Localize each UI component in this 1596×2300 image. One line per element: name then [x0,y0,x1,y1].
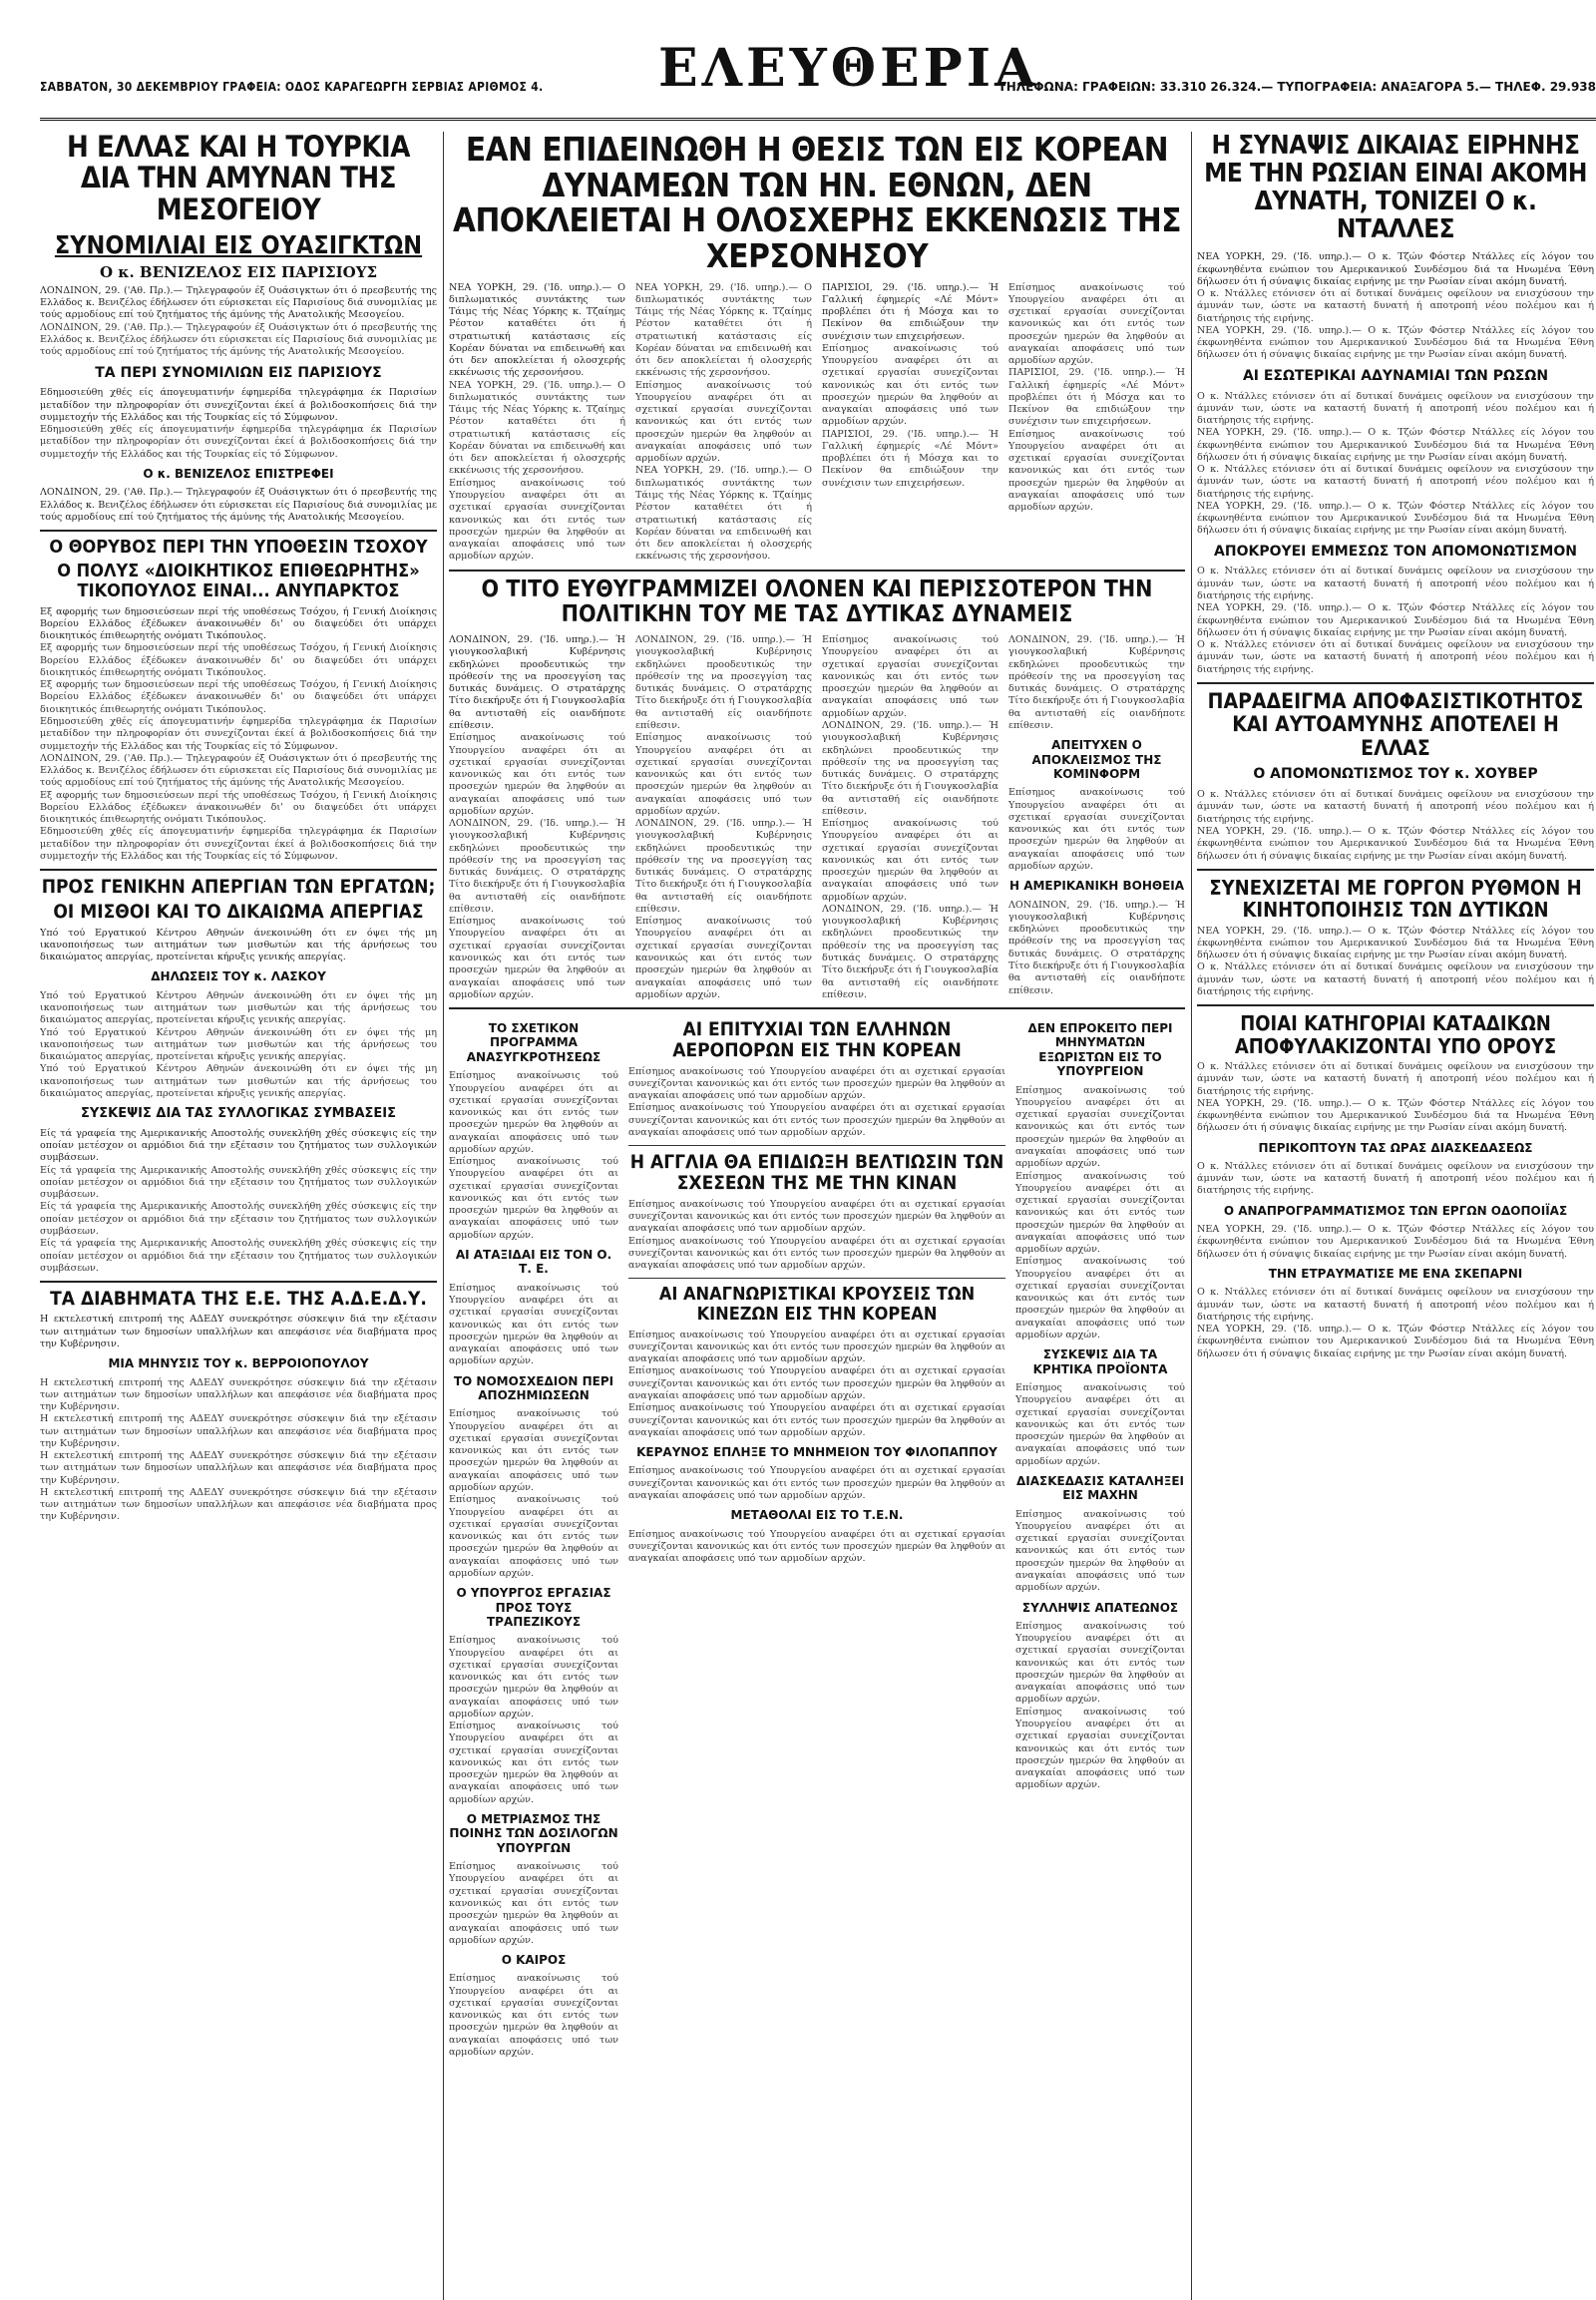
section-reconstruction: ΤΟ ΣΧΕΤΙΚΟΝ ΠΡΟΓΡΑΜΜΑ ΑΝΑΣΥΓΚΡΟΤΗΣΕΩΣ [466,1021,601,1064]
article-column [1008,634,1185,1001]
article-body: ΝΕΑ ΥΟΡΚΗ, 29. ('Ιδ. υπηρ.).— Ο διπλωματικός συντάκτης των Τάιμς τής Νέας Υόρκης κ. Τζαίημς Ρέστον καταθέτει ότι ή στρατιωτική κατάστασις είς Κορέαν δύναται να επιδεινωθή και ότι δεν αποκλείεται ή ολοσχερής εκκένωσις τής χερσονήσου. [449,281,625,379]
column-rule [1191,132,1192,2300]
article-column [449,1015,618,2059]
article-body-filler: ΝΕΑ ΥΟΡΚΗ, 29. ('Ιδ. υπηρ.).— Ο κ. Τζών Φόστερ Ντάλλες είς λόγον του έκφωνηθέντα ενώπιον του Αμερικανικού Συνδέσμου διά τα Ηνωμένα Έθνη δήλωσεν ότι ή σύναψις δικαίας ειρήνης με την Ρωσίαν είναι ακόμη δυνατή. [1197,500,1594,537]
headline-britain-china: Η ΑΓΓΛΙΑ ΘΑ ΕΠΙΔΙΩΞΗ ΒΕΛΤΙΩΣΙΝ ΤΩΝ ΣΧΕΣΕΩΝ ΤΗΣ ΜΕ ΤΗΝ ΚΙΝΑΝ [629,1151,1004,1195]
section-road-works: Ο ΑΝΑΠΡΟΓΡΑΜΜΑΤΙΣΜΟΣ ΤΩΝ ΕΡΓΩΝ ΟΔΟΠΟΙΪΑΣ [1223,1203,1568,1218]
article-body-filler: ΠΑΡΙΣΙΟΙ, 29. ('Ιδ. υπηρ.).— Ή Γαλλική έφημερίς «Λέ Μόντ» προβλέπει ότι ή Μόσχα και το Πεκίνον θα επιδιώξουν την συνέχισιν των επιχειρήσεων. [822,428,998,489]
section-isolationism: ΑΠΟΚΡΟΥΕΙ ΕΜΜΕΣΩΣ ΤΟΝ ΑΠΟΜΟΝΩΤΙΣΜΟΝ [1214,543,1577,560]
article-body-filler: Υπό τού Εργατικού Κέντρου Αθηνών άνεκοινώθη ότι εν όψει τής μη ικανοποιήσεως των αιτημάτων των μισθωτών και τής άρνήσεως του δικαιώματος απεργίας, προτείνεται κήρυξις γενικής απεργίας. [40,989,437,1026]
headline-western-mobilization: ΣΥΝΕΧΙΖΕΤΑΙ ΜΕ ΓΟΡΓΟΝ ΡΥΘΜΟΝ Η ΚΙΝΗΤΟΠΟΙΗΣΙΣ ΤΩΝ ΔΥΤΙΚΩΝ [1209,875,1582,923]
article-body-filler: ΝΕΑ ΥΟΡΚΗ, 29. ('Ιδ. υπηρ.).— Ο διπλωματικός συντάκτης των Τάιμς τής Νέας Υόρκης κ. Τζαίημς Ρέστον καταθέτει ότι ή στρατιωτική κατάστασις είς Κορέαν δύναται να επιδεινωθή και ότι δεν αποκλείεται ή ολοσχερής εκκένωσις τής χερσονήσου. [635,281,812,379]
headline-korea-evacuation: ΕΑΝ ΕΠΙΔΕΙΝΩΘΗ Η ΘΕΣΙΣ ΤΩΝ ΕΙΣ ΚΟΡΕΑΝ ΔΥΝΑΜΕΩΝ ΤΩΝ ΗΝ. ΕΘΝΩΝ, ΔΕΝ ΑΠΟΚΛΕΙΕΤΑΙ Η ΟΛΟΣΧΕΡΗΣ ΕΚΚΕΝΩΣΙΣ ΤΗΣ ΧΕΡΣΟΝΗΣΟΥ [452,132,1182,275]
section-ten-transfers: ΜΕΤΑΘΟΛΑΙ ΕΙΣ ΤΟ Τ.Ε.Ν. [730,1508,904,1523]
headline-greece-turkey: Η ΕΛΛΑΣ ΚΑΙ Η ΤΟΥΡΚΙΑ ΔΙΑ ΤΗΝ ΑΜΥΝΑΝ ΤΗΣ ΜΕΣΟΓΕΙΟΥ [67,132,410,226]
headline-prisoner-release: ΠΟΙΑΙ ΚΑΤΗΓΟΡΙΑΙ ΚΑΤΑΔΙΚΩΝ ΑΠΟΦΥΛΑΚΙΖΟΝΤΑΙ ΥΠΟ ΟΡΟΥΣ [1234,1011,1557,1058]
section-cominform: ΑΠΕΙΤΥΧΕΝ Ο ΑΠΟΚΛΕΙΣΜΟΣ ΤΗΣ ΚΟΜΙΝΦΟΡΜ [1031,738,1162,782]
article-body-filler: Επίσημος ανακοίνωσις τού Υπουργείου αναφέρει ότι αι σχετικαί εργασίαι συνεχίζονται κανονικώς και ότι εντός των προσεχών ημερών θα ληφθούν αι αναγκαίαι αποφάσεις υπό των αρμοδίων αρχών. [449,1282,618,1367]
divider [40,1281,437,1283]
article-body-filler: ΝΕΑ ΥΟΡΚΗ, 29. ('Ιδ. υπηρ.).— Ο κ. Τζών Φόστερ Ντάλλες είς λόγον του έκφωνηθέντα ενώπιον του Αμερικανικού Συνδέσμου διά τα Ηνωμένα Έθνη δήλωσεν ότι ή σύναψις δικαίας ειρήνης με την Ρωσίαν είναι ακόμη δυνατή. [1197,1224,1594,1260]
article-body-filler: Εξ αφορμής των δημοσιεύσεων περί τής υποθέσεως Τσόχου, ή Γενική Διοίκησις Βορείου Ελλάδος έξέδωκεν άνακοινωθέν δι' ου διαψεύδει ότι υπάρχει διοικητικός έπιθεωρητής ονόματι Τικόπουλος. [40,679,437,715]
article-body-filler: Επίσημος ανακοίνωσις τού Υπουργείου αναφέρει ότι αι σχετικαί εργασίαι συνεχίζονται κανονικώς και ότι εντός των προσεχών ημερών θα ληφθούν αι αναγκαίαι αποφάσεις υπό των αρμοδίων αρχών. [628,1065,1005,1102]
article-body-filler: ΝΕΑ ΥΟΡΚΗ, 29. ('Ιδ. υπηρ.).— Ο διπλωματικός συντάκτης των Τάιμς τής Νέας Υόρκης κ. Τζαίημς Ρέστον καταθέτει ότι ή στρατιωτική κατάστασις είς Κορέαν δύναται να επιδεινωθή και ότι δεν αποκλείεται ή ολοσχερής εκκένωσις τής χερσονήσου. [449,379,625,477]
article-body: ΛΟΝΔΙΝΟΝ, 29. ('Αθ. Πρ.).— Τηλεγραφούν έξ Ουάσιγκτων ότι ό πρεσβευτής της Ελλάδος κ. Βενιζέλος έδήλωσεν ότι εύρισκεται είς Παρισίους διά συνομιλίας με τούς αρμοδίους επί τού ζητήματος τής άμύνης τής Ανατολικής Μεσογείου. [40,487,437,523]
headline-greek-airmen: ΑΙ ΕΠΙΤΥΧΙΑΙ ΤΩΝ ΕΛΛΗΝΩΝ ΑΕΡΟΠΟΡΩΝ ΕΙΣ ΤΗΝ ΚΟΡΕΑΝ [672,1018,962,1062]
divider [1197,682,1594,684]
article-body-filler: Είς τά γραφεία της Αμερικανικής Αποστολής συνεκλήθη χθές σύσκεψις είς την οποίαν μετέσχον οι αρμόδιοι διά την εξέτασιν του ζητήματος των συλλογικών συμβάσεων. [40,1164,437,1201]
section-party-fight: ΔΙΑΣΚΕΔΑΣΙΣ ΚΑΤΑΛΗΞΕΙ ΕΙΣ ΜΑΧΗΝ [1016,1473,1184,1503]
article-body-filler: Η εκτελεστική επιτροπή της ΑΔΕΔΥ συνεκρότησε σύσκεψιν διά την εξέτασιν των αιτημάτων των δημοσίων υπαλλήλων και απεφάσισε νέα διαβήματα προς την Κυβέρνησιν. [40,1450,437,1486]
korea-article-columns [449,282,1185,564]
article-column [628,1015,1005,2059]
article-body-filler: Επίσημος ανακοίνωσις τού Υπουργείου αναφέρει ότι αι σχετικαί εργασίαι συνεχίζονται κανονικώς και ότι εντός των προσεχών ημερών θα ληφθούν αι αναγκαίαι αποφάσεις υπό των αρμοδίων αρχών. [628,1102,1005,1138]
article-body-filler: ΛΟΝΔΙΝΟΝ, 29. ('Ιδ. υπηρ.).— Ή γιουγκοσλαβική Κυβέρνησις εκδηλώνει προοδευτικώς την πρόθεσίν της να προσεγγίση τας δυτικάς δυνάμεις. Ο στρατάρχης Τίτο διεκήρυξε ότι ή Γιουγκοσλαβία θα αντισταθή είς οιανδήποτε επίθεσιν. [822,719,998,817]
article-body: Υπό τού Εργατικού Κέντρου Αθηνών άνεκοινώθη ότι εν όψει τής μη ικανοποιήσεως των αιτημάτων των μισθωτών και τής άρνήσεως του δικαιώματος απεργίας, προτείνεται κήρυξις γενικής απεργίας. [40,927,437,963]
article-column [449,634,625,1001]
column-center [449,132,1185,2296]
article-body-filler: Υπό τού Εργατικού Κέντρου Αθηνών άνεκοινώθη ότι εν όψει τής μη ικανοποιήσεως των αιτημάτων των μισθωτών και τής άρνήσεως του δικαιώματος απεργίας, προτείνεται κήρυξις γενικής απεργίας. [40,1026,437,1063]
article-body-filler: Η εκτελεστική επιτροπή της ΑΔΕΔΥ συνεκρότησε σύσκεψιν διά την εξέτασιν των αιτημάτων των δημοσίων υπαλλήλων και απεφάσισε νέα διαβήματα προς την Κυβέρνησιν. [40,1486,437,1523]
divider [1197,869,1594,871]
article-body-filler: ΝΕΑ ΥΟΡΚΗ, 29. ('Ιδ. υπηρ.).— Ο κ. Τζών Φόστερ Ντάλλες είς λόγον του έκφωνηθέντα ενώπιον του Αμερικανικού Συνδέσμου διά τα Ηνωμένα Έθνη δήλωσεν ότι ή σύναψις δικαίας ειρήνης με την Ρωσίαν είναι ακόμη δυνατή. [1197,1324,1594,1359]
section-russian-weaknesses: ΑΙ ΕΣΩΤΕΡΙΚΑΙ ΑΔΥΝΑΜΙΑΙ ΤΩΝ ΡΩΣΩΝ [1242,367,1549,384]
article-body-filler: Επίσημος ανακοίνωσις τού Υπουργείου αναφέρει ότι αι σχετικαί εργασίαι συνεχίζονται κανονικώς και ότι εντός των προσεχών ημερών θα ληφθούν αι αναγκαίαι αποφάσεις υπό των αρμοδίων αρχών. [822,818,998,903]
article-body-filler: Επίσημος ανακοίνωσις τού Υπουργείου αναφέρει ότι αι σχετικαί εργασίαι συνεχίζονται κανονικώς και ότι εντός των προσεχών ημερών θα ληφθούν αι αναγκαίαι αποφάσεις υπό των αρμοδίων αρχών. [628,1365,1005,1401]
article-body-filler: Είς τά γραφεία της Αμερικανικής Αποστολής συνεκλήθη χθές σύσκεψις είς την οποίαν μετέσχον οι αρμόδιοι διά την εξέτασιν του ζητήματος των συλλογικών συμβάσεων. [40,1238,437,1274]
lower-center-grid [449,1015,1185,2059]
article-body-filler: Είς τά γραφεία της Αμερικανικής Αποστολής συνεκλήθη χθές σύσκεψις είς την οποίαν μετέσχον οι αρμόδιοι διά την εξέτασιν του ζητήματος των συλλογικών συμβάσεων. [40,1201,437,1237]
article-body-filler: Επίσημος ανακοίνωσις τού Υπουργείου αναφέρει ότι αι σχετικαί εργασίαι συνεχίζονται κανονικώς και ότι εντός των προσεχών ημερών θα ληφθούν αι αναγκαίαι αποφάσεις υπό των αρμοδίων αρχών. [449,1635,618,1720]
divider [628,1145,1005,1146]
section-paris-talks: ΤΑ ΠΕΡΙ ΣΥΝΟΜΙΛΙΩΝ ΕΙΣ ΠΑΡΙΣΙΟΥΣ [95,364,382,381]
article-body-filler: Ο κ. Ντάλλες ετόνισεν ότι αί δυτικαί δυνάμεις οφείλουν να ενισχύσουν την άμυνάν των, ώστε να καταστή δυνατή ή αποτροπή νέου πολέμου και ή διατήρησις τής ειρήνης. [1197,961,1594,997]
article-body-filler: ΛΟΝΔΙΝΟΝ, 29. ('Ιδ. υπηρ.).— Ή γιουγκοσλαβική Κυβέρνησις εκδηλώνει προοδευτικώς την πρόθεσίν της να προσεγγίση τας δυτικάς δυνάμεις. Ο στρατάρχης Τίτο διεκήρυξε ότι ή Γιουγκοσλαβία θα αντισταθή είς οιανδήποτε επίθεσιν. [1008,899,1185,996]
article-body-filler: Εξ αφορμής των δημοσιεύσεων περί τής υποθέσεως Τσόχου, ή Γενική Διοίκησις Βορείου Ελλάδος έξέδωκεν άνακοινωθέν δι' ου διαψεύδει ότι υπάρχει διοικητικός έπιθεωρητής ονόματι Τικόπουλος. [40,642,437,678]
section-hoover: Ο ΑΠΟΜΟΝΩΤΙΣΜΟΣ ΤΟΥ κ. ΧΟΥΒΕΡ [1253,766,1538,783]
article-body-filler: Ο κ. Ντάλλες ετόνισεν ότι αί δυτικαί δυνάμεις οφείλουν να ενισχύσουν την άμυνάν των, ώστε να καταστή δυνατή ή αποτροπή νέου πολέμου και ή διατήρησις τής ειρήνης. [1197,1287,1594,1323]
article-body-filler: Επίσημος ανακοίνωσις τού Υπουργείου αναφέρει ότι αι σχετικαί εργασίαι συνεχίζονται κανονικώς και ότι εντός των προσεχών ημερών θα ληφθούν αι αναγκαίαι αποφάσεις υπό των αρμοδίων αρχών. [1015,1084,1185,1170]
article-body-filler: Ο κ. Ντάλλες ετόνισεν ότι αί δυτικαί δυνάμεις οφείλουν να ενισχύσουν την άμυνάν των, ώστε να καταστή δυνατή ή αποτροπή νέου πολέμου και ή διατήρησις τής ειρήνης. [1197,464,1594,500]
article-body: ΠΑΡΙΣΙΟΙ, 29. ('Ιδ. υπηρ.).— Ή Γαλλική έφημερίς «Λέ Μόντ» προβλέπει ότι ή Μόσχα και το Πεκίνον θα επιδιώξουν την συνέχισιν των επιχειρήσεων. [822,281,998,342]
article-body-filler: Επίσημος ανακοίνωσις τού Υπουργείου αναφέρει ότι αι σχετικαί εργασίαι συνεχίζονται κανονικώς και ότι εντός των προσεχών ημερών θα ληφθούν αι αναγκαίαι αποφάσεις υπό των αρμοδίων αρχών. [449,1721,618,1805]
article-body-filler: Επίσημος ανακοίνωσις τού Υπουργείου αναφέρει ότι αι σχετικαί εργασίαι συνεχίζονται κανονικώς και ότι εντός των προσεχών ημερών θα ληφθούν αι αναγκαίαι αποφάσεις υπό των αρμοδίων αρχών. [1015,1620,1185,1706]
article-body-filler: Επίσημος ανακοίνωσις τού Υπουργείου αναφέρει ότι αι σχετικαί εργασίαι συνεχίζονται κανονικώς και ότι εντός των προσεχών ημερών θα ληφθούν αι αναγκαίαι αποφάσεις υπό των αρμοδίων αρχών. [449,1070,618,1155]
article-body-filler: Η εκτελεστική επιτροπή της ΑΔΕΔΥ συνεκρότησε σύσκεψιν διά την εξέτασιν των αιτημάτων των δημοσίων υπαλλήλων και απεφάσισε νέα διαβήματα προς την Κυβέρνησιν. [40,1413,437,1449]
article-body-filler: Επίσημος ανακοίνωσις τού Υπουργείου αναφέρει ότι αι σχετικαί εργασίαι συνεχίζονται κανονικώς και ότι εντός των προσεχών ημερών θα ληφθούν αι αναγκαίαι αποφάσεις υπό των αρμοδίων αρχών. [628,1235,1005,1272]
article-body-filler: Επίσημος ανακοίνωσις τού Υπουργείου αναφέρει ότι αι σχετικαί εργασίαι συνεχίζονται κανονικώς και ότι εντός των προσεχών ημερών θα ληφθούν αι αναγκαίαι αποφάσεις υπό των αρμοδίων αρχών. [449,916,625,1000]
article-column [449,282,625,564]
article-body-filler: ΠΑΡΙΣΙΟΙ, 29. ('Ιδ. υπηρ.).— Ή Γαλλική έφημερίς «Λέ Μόντ» προβλέπει ότι ή Μόσχα και το Πεκίνον θα επιδιώξουν την συνέχισιν των επιχειρήσεων. [1008,367,1185,428]
article-body-filler: Υπό τού Εργατικού Κέντρου Αθηνών άνεκοινώθη ότι εν όψει τής μη ικανοποιήσεως των αιτημάτων των μισθωτών και τής άρνήσεως του δικαιώματος απεργίας, προτείνεται κήρυξις γενικής απεργίας. [40,1063,437,1099]
article-body-filler: Επίσημος ανακοίνωσις τού Υπουργείου αναφέρει ότι αι σχετικαί εργασίαι συνεχίζονται κανονικώς και ότι εντός των προσεχών ημερών θα ληφθούν αι αναγκαίαι αποφάσεις υπό των αρμοδίων αρχών. [1015,1382,1185,1467]
article-body-filler: Επίσημος ανακοίνωσις τού Υπουργείου αναφέρει ότι αι σχετικαί εργασίαι συνεχίζονται κανονικώς και ότι εντός των προσεχών ημερών θα ληφθούν αι αναγκαίαι αποφάσεις υπό των αρμοδίων αρχών. [1008,281,1185,367]
section-laskos-statements: ΔΗΛΩΣΕΙΣ ΤΟΥ κ. ΛΑΣΚΟΥ [151,969,326,984]
article-body-filler: Επίσημος ανακοίνωσις τού Υπουργείου αναφέρει ότι αι σχετικαί εργασίαι συνεχίζονται κανονικώς και ότι εντός των προσεχών ημερών θα ληφθούν αι αναγκαίαι αποφάσεις υπό των αρμοδίων αρχών. [1008,787,1185,872]
article-body-filler: Επίσημος ανακοίνωσις τού Υπουργείου αναφέρει ότι αι σχετικαί εργασίαι συνεχίζονται κανονικώς και ότι εντός των προσεχών ημερών θα ληφθούν αι αναγκαίαι αποφάσεις υπό των αρμοδίων αρχών. [449,1494,618,1579]
section-collective-agreements: ΣΥΣΚΕΨΙΣ ΔΙΑ ΤΑΣ ΣΥΛΛΟΓΙΚΑΣ ΣΥΜΒΑΣΕΙΣ [80,1106,397,1122]
article-body-filler: Επίσημος ανακοίνωσις τού Υπουργείου αναφέρει ότι αι σχετικαί εργασίαι συνεχίζονται κανονικώς και ότι εντός των προσεχών ημερών θα ληφθούν αι αναγκαίαι αποφάσεις υπό των αρμοδίων αρχών. [635,379,812,465]
article-body-filler: Επίσημος ανακοίνωσις τού Υπουργείου αναφέρει ότι αι σχετικαί εργασίαι συνεχίζονται κανονικώς και ότι εντός των προσεχών ημερών θα ληφθούν αι αναγκαίαι αποφάσεις υπό των αρμοδίων αρχών. [449,1973,618,2059]
article-body-filler: ΝΕΑ ΥΟΡΚΗ, 29. ('Ιδ. υπηρ.).— Ο κ. Τζών Φόστερ Ντάλλες είς λόγον του έκφωνηθέντα ενώπιον του Αμερικανικού Συνδέσμου διά τα Ηνωμένα Έθνη δήλωσεν ότι ή σύναψις δικαίας ειρήνης με την Ρωσίαν είναι ακόμη δυνατή. [1197,1097,1594,1134]
headline-general-strike: ΠΡΟΣ ΓΕΝΙΚΗΝ ΑΠΕΡΓΙΑΝ ΤΩΝ ΕΡΓΑΤΩΝ; [41,876,436,899]
article-body-filler: Επίσημος ανακοίνωσις τού Υπουργείου αναφέρει ότι αι σχετικαί εργασίαι συνεχίζονται κανονικώς και ότι εντός των προσεχών ημερών θα ληφθούν αι αναγκαίαι αποφάσεις υπό των αρμοδίων αρχών. [635,916,812,1000]
article-body-filler: ΛΟΝΔΙΝΟΝ, 29. ('Ιδ. υπηρ.).— Ή γιουγκοσλαβική Κυβέρνησις εκδηλώνει προοδευτικώς την πρόθεσίν της να προσεγγίση τας δυτικάς δυνάμεις. Ο στρατάρχης Τίτο διεκήρυξε ότι ή Γιουγκοσλαβία θα αντισταθή είς οιανδήποτε επίθεσιν. [822,903,998,1000]
headline-tikopoulos: Ο ΠΟΛΥΣ «ΔΙΟΙΚΗΤΙΚΟΣ ΕΠΙΘΕΩΡΗΤΗΣ» ΤΙΚΟΠΟΥΛΟΣ ΕΙΝΑΙ... ΑΝΥΠΑΡΚΤΟΣ [57,561,420,602]
newspaper-title: ΕΛΕΥΘΕΡΙΑ [658,38,1039,99]
section-entertainment-hours: ΠΕΡΙΚΟΠΤΟΥΝ ΤΑΣ ΩΡΑΣ ΔΙΑΣΚΕΔΑΣΕΩΣ [1258,1140,1533,1155]
article-body-filler: Επίσημος ανακοίνωσις τού Υπουργείου αναφέρει ότι αι σχετικαί εργασίαι συνεχίζονται κανονικώς και ότι εντός των προσεχών ημερών θα ληφθούν αι αναγκαίαι αποφάσεις υπό των αρμοδίων αρχών. [449,1156,618,1241]
section-fraudster-arrest: ΣΥΛΛΗΨΙΣ ΑΠΑΤΕΩΝΟΣ [1021,1600,1179,1615]
divider [449,1007,1185,1009]
article-body-filler: Επίσημος ανακοίνωσις τού Υπουργείου αναφέρει ότι αι σχετικαί εργασίαι συνεχίζονται κανονικώς και ότι εντός των προσεχών ημερών θα ληφθούν αι αναγκαίαι αποφάσεις υπό των αρμοδίων αρχών. [628,1329,1005,1365]
article-body-filler: Επίσημος ανακοίνωσις τού Υπουργείου αναφέρει ότι αι σχετικαί εργασίαι συνεχίζονται κανονικώς και ότι εντός των προσεχών ημερών θα ληφθούν αι αναγκαίαι αποφάσεις υπό των αρμοδίων αρχών. [1015,1508,1185,1594]
article-body-filler: Επίσημος ανακοίνωσις τού Υπουργείου αναφέρει ότι αι σχετικαί εργασίαι συνεχίζονται κανονικώς και ότι εντός των προσεχών ημερών θα ληφθούν αι αναγκαίαι αποφάσεις υπό των αρμοδίων αρχών. [1015,1170,1185,1256]
article-body-filler: Εξ αφορμής των δημοσιεύσεων περί τής υποθέσεως Τσόχου, ή Γενική Διοίκησις Βορείου Ελλάδος έξέδωκεν άνακοινωθέν δι' ου διαψεύδει ότι υπάρχει διοικητικός έπιθεωρητής ονόματι Τικόπουλος. [40,789,437,826]
divider [628,1278,1005,1279]
article-body-filler: ΛΟΝΔΙΝΟΝ, 29. ('Ιδ. υπηρ.).— Ή γιουγκοσλαβική Κυβέρνησις εκδηλώνει προοδευτικώς την πρόθεσίν της να προσεγγίση τας δυτικάς δυνάμεις. Ο στρατάρχης Τίτο διεκήρυξε ότι ή Γιουγκοσλαβία θα αντισταθή είς οιανδήποτε επίθεσιν. [449,818,625,915]
subhead-venizelos: Ο κ. ΒΕΝΙΖΕΛΟΣ ΕΙΣ ΠΑΡΙΣΙΟΥΣ [99,262,378,281]
article-body-filler: ΝΕΑ ΥΟΡΚΗ, 29. ('Ιδ. υπηρ.).— Ο κ. Τζών Φόστερ Ντάλλες είς λόγον του έκφωνηθέντα ενώπιον του Αμερικανικού Συνδέσμου διά τα Ηνωμένα Έθνη δήλωσεν ότι ή σύναψις δικαίας ειρήνης με την Ρωσίαν είναι ακόμη δυνατή. [1197,427,1594,463]
article-body-filler: Ο κ. Ντάλλες ετόνισεν ότι αί δυτικαί δυνάμεις οφείλουν να ενισχύσουν την άμυνάν των, ώστε να καταστή δυνατή ή αποτροπή νέου πολέμου και ή διατήρησις τής ειρήνης. [1197,639,1594,675]
section-collaborators-sentence: Ο ΜΕΤΡΙΑΣΜΟΣ ΤΗΣ ΠΟΙΝΗΣ ΤΩΝ ΔΟΣΙΛΟΓΩΝ ΥΠΟΥΡΓΩΝ [449,1812,618,1855]
article-body-filler: Επίσημος ανακοίνωσις τού Υπουργείου αναφέρει ότι αι σχετικαί εργασίαι συνεχίζονται κανονικώς και ότι εντός των προσεχών ημερών θα ληφθούν αι αναγκαίαι αποφάσεις υπό των αρμοδίων αρχών. [1015,1706,1185,1791]
tito-article-columns [449,634,1185,1001]
headline-tsochos-case: Ο ΘΟΡΥΒΟΣ ΠΕΡΙ ΤΗΝ ΥΠΟΘΕΣΙΝ ΤΣΟΧΟΥ [49,537,428,559]
article-body-filler: ΝΕΑ ΥΟΡΚΗ, 29. ('Ιδ. υπηρ.).— Ο κ. Τζών Φόστερ Ντάλλες είς λόγον του έκφωνηθέντα ενώπιον του Αμερικανικού Συνδέσμου διά τα Ηνωμένα Έθνη δήλωσεν ότι ή σύναψις δικαίας ειρήνης με την Ρωσίαν είναι ακόμη δυνατή. [1197,602,1594,638]
section-american-aid: Η ΑΜΕΡΙΚΑΝΙΚΗ ΒΟΗΘΕΙΑ [1008,879,1185,894]
section-cretan-products: ΣΥΣΚΕΨΙΣ ΔΙΑ ΤΑ ΚΡΗΤΙΚΑ ΠΡΟΪΟΝΤΑ [1032,1347,1168,1376]
section-axe-attack: ΤΗΝ ΕΤΡΑΥΜΑΤΙΣΕ ΜΕ ΕΝΑ ΣΚΕΠΑΡΝΙ [1268,1266,1523,1281]
article-body-filler: Επίσημος ανακοίνωσις τού Υπουργείου αναφέρει ότι αι σχετικαί εργασίαι συνεχίζονται κανονικώς και ότι εντός των προσεχών ημερών θα ληφθούν αι αναγκαίαι αποφάσεις υπό των αρμοδίων αρχών. [1008,428,1185,514]
headline-greece-example: ΠΑΡΑΔΕΙΓΜΑ ΑΠΟΦΑΣΙΣΤΙΚΟΤΗΤΟΣ ΚΑΙ ΑΥΤΟΑΜΥΝΗΣ ΑΠΟΤΕΛΕΙ Η ΕΛΛΑΣ [1207,688,1584,760]
article-body-filler: Ο κ. Ντάλλες ετόνισεν ότι αί δυτικαί δυνάμεις οφείλουν να ενισχύσουν την άμυνάν των, ώστε να καταστή δυνατή ή αποτροπή νέου πολέμου και ή διατήρησις τής ειρήνης. [1197,789,1594,825]
section-venizelos-returns: Ο κ. ΒΕΝΙΖΕΛΟΣ ΕΠΙΣΤΡΕΦΕΙ [143,466,334,481]
article-body-filler: ΝΕΑ ΥΟΡΚΗ, 29. ('Ιδ. υπηρ.).— Ο κ. Τζών Φόστερ Ντάλλες είς λόγον του έκφωνηθέντα ενώπιον του Αμερικανικού Συνδέσμου διά τα Ηνωμένα Έθνη δήλωσεν ότι ή σύναψις δικαίας ειρήνης με την Ρωσίαν είναι ακόμη δυνατή. [1197,925,1594,961]
divider [40,530,437,532]
headline-washington-talks: ΣΥΝΟΜΙΛΙΑΙ ΕΙΣ ΟΥΑΣΙΓΚΤΩΝ [54,229,423,259]
divider [1197,1004,1594,1006]
article-body-filler: Επίσημος ανακοίνωσις τού Υπουργείου αναφέρει ότι αι σχετικαί εργασίαι συνεχίζονται κανονικώς και ότι εντός των προσεχών ημερών θα ληφθούν αι αναγκαίαι αποφάσεις υπό των αρμοδίων αρχών. [449,1861,618,1946]
article-body: Εδημοσιεύθη χθές είς άπογευματινήν έφημερίδα τηλεγράφημα έκ Παρισίων μεταδίδον την πληροφορίαν ότι συνεχίζονται έκεί ά βολιδοσκοπήσεις διά την συμμετοχήν τής Ελλάδος και τής Τουρκίας είς τό Σύμφωνον. [40,387,437,423]
column-rule [443,132,444,2300]
article-body-filler: Εδημοσιεύθη χθές είς άπογευματινήν έφημερίδα τηλεγράφημα έκ Παρισίων μεταδίδον την πληροφορίαν ότι συνεχίζονται έκεί ά βολιδοσκοπήσεις διά την συμμετοχήν τής Ελλάδος και τής Τουρκίας είς τό Σύμφωνον. [40,424,437,460]
article-body-filler: Επίσημος ανακοίνωσις τού Υπουργείου αναφέρει ότι αι σχετικαί εργασίαι συνεχίζονται κανονικώς και ότι εντός των προσεχών ημερών θα ληφθούν αι αναγκαίαι αποφάσεις υπό των αρμοδίων αρχών. [822,634,998,719]
article-body-filler: Επίσημος ανακοίνωσις τού Υπουργείου αναφέρει ότι αι σχετικαί εργασίαι συνεχίζονται κανονικώς και ότι εντός των προσεχών ημερών θα ληφθούν αι αναγκαίαι αποφάσεις υπό των αρμοδίων αρχών. [822,342,998,428]
article-body-filler: ΛΟΝΔΙΝΟΝ, 29. ('Αθ. Πρ.).— Τηλεγραφούν έξ Ουάσιγκτων ότι ό πρεσβευτής της Ελλάδος κ. Βενιζέλος έδήλωσεν ότι εύρισκεται είς Παρισίους διά συνομιλίας με τούς αρμοδίους επί τού ζητήματος τής άμύνης τής Ανατολικής Μεσογείου. [40,321,437,358]
article-body-filler: Επίσημος ανακοίνωσις τού Υπουργείου αναφέρει ότι αι σχετικαί εργασίαι συνεχίζονται κανονικώς και ότι εντός των προσεχών ημερών θα ληφθούν αι αναγκαίαι αποφάσεις υπό των αρμοδίων αρχών. [1015,1256,1185,1341]
headline-dulles-peace: Η ΣΥΝΑΨΙΣ ΔΙΚΑΙΑΣ ΕΙΡΗΝΗΣ ΜΕ ΤΗΝ ΡΩΣΙΑΝ ΕΙΝΑΙ ΑΚΟΜΗ ΔΥΝΑΤΗ, ΤΟΝΙΖΕΙ Ο κ. ΝΤΑΛΛΕΣ [1204,132,1587,245]
article-body-filler: Επίσημος ανακοίνωσις τού Υπουργείου αναφέρει ότι αι σχετικαί εργασίαι συνεχίζονται κανονικώς και ότι εντός των προσεχών ημερών θα ληφθούν αι αναγκαίαι αποφάσεις υπό των αρμοδίων αρχών. [628,1402,1005,1438]
headline-chinese-probes: ΑΙ ΑΝΑΓΝΩΡΙΣΤΙΚΑΙ ΚΡΟΥΣΕΙΣ ΤΩΝ ΚΙΝΕΖΩΝ ΕΙΣ ΤΗΝ ΚΟΡΕΑΝ [658,1284,976,1326]
divider [40,869,437,871]
section-ote: ΑΙ ΑΤΑΞΙΔΑΙ ΕΙΣ ΤΟΝ Ο. Τ. Ε. [455,1247,612,1277]
article-body-filler: Επίσημος ανακοίνωσις τού Υπουργείου αναφέρει ότι αι σχετικαί εργασίαι συνεχίζονται κανονικώς και ότι εντός των προσεχών ημερών θα ληφθούν αι αναγκαίαι αποφάσεις υπό των αρμοδίων αρχών. [628,1528,1005,1565]
article-column [822,634,998,1001]
article-body-filler: ΛΟΝΔΙΝΟΝ, 29. ('Ιδ. υπηρ.).— Ή γιουγκοσλαβική Κυβέρνησις εκδηλώνει προοδευτικώς την πρόθεσίν της να προσεγγίση τας δυτικάς δυνάμεις. Ο στρατάρχης Τίτο διεκήρυξε ότι ή Γιουγκοσλαβία θα αντισταθή είς οιανδήποτε επίθεσιν. [1008,634,1185,731]
section-verroiopoulos: ΜΙΑ ΜΗΝΥΣΙΣ ΤΟΥ κ. ΒΕΡΡΟΙΟΠΟΥΛΟΥ [108,1356,369,1371]
article-body-filler: Επίσημος ανακοίνωσις τού Υπουργείου αναφέρει ότι αι σχετικαί εργασίαι συνεχίζονται κανονικώς και ότι εντός των προσεχών ημερών θα ληφθούν αι αναγκαίαι αποφάσεις υπό των αρμοδίων αρχών. [449,477,625,563]
article-body-filler: ΝΕΑ ΥΟΡΚΗ, 29. ('Ιδ. υπηρ.).— Ο διπλωματικός συντάκτης των Τάιμς τής Νέας Υόρκης κ. Τζαίημς Ρέστον καταθέτει ότι ή στρατιωτική κατάστασις είς Κορέαν δύναται να επιδεινωθή και ότι δεν αποκλείεται ή ολοσχερής εκκένωσις τής χερσονήσου. [635,465,812,563]
article-body: ΛΟΝΔΙΝΟΝ, 29. ('Αθ. Πρ.).— Τηλεγραφούν έξ Ουάσιγκτων ότι ό πρεσβευτής της Ελλάδος κ. Βενιζέλος έδήλωσεν ότι εύρισκεται είς Παρισίους διά συνομιλίας με τούς αρμοδίους επί τού ζητήματος τής άμύνης τής Ανατολικής Μεσογείου. [40,284,437,321]
section-exile-messages: ΔΕΝ ΕΠΡΟΚΕΙΤΟ ΠΕΡΙ ΜΗΝΥΜΑΤΩΝ ΕΞΩΡΙΣΤΩΝ ΕΙΣ ΤΟ ΥΠΟΥΡΓΕΙΟΝ [1027,1021,1173,1079]
article-body-filler: ΛΟΝΔΙΝΟΝ, 29. ('Αθ. Πρ.).— Τηλεγραφούν έξ Ουάσιγκτων ότι ό πρεσβευτής της Ελλάδος κ. Βενιζέλος έδήλωσεν ότι εύρισκεται είς Παρισίους διά συνομιλίας με τούς αρμοδίους επί τού ζητήματος τής άμύνης τής Ανατολικής Μεσογείου. [40,752,437,789]
headline-adedy: ΤΑ ΔΙΑΒΗΜΑΤΑ ΤΗΣ Ε.Ε. ΤΗΣ Α.Δ.Ε.Δ.Υ. [50,1288,427,1311]
headline-wages-strike-right: ΟΙ ΜΙΣΘΟΙ ΚΑΙ ΤΟ ΔΙΚΑΙΩΜΑ ΑΠΕΡΓΙΑΣ [53,901,424,924]
column-right [1197,132,1594,2296]
article-body-filler: Ο κ. Ντάλλες ετόνισεν ότι αί δυτικαί δυνάμεις οφείλουν να ενισχύσουν την άμυνάν των, ώστε να καταστή δυνατή ή αποτροπή νέου πολέμου και ή διατήρησις τής ειρήνης. [1197,1160,1594,1197]
article-column [1008,282,1185,564]
section-compensation-bill: ΤΟ ΝΟΜΟΣΧΕΔΙΟΝ ΠΕΡΙ ΑΠΟΖΗΜΙΩΣΕΩΝ [453,1373,614,1402]
article-body-filler: Επίσημος ανακοίνωσις τού Υπουργείου αναφέρει ότι αι σχετικαί εργασίαι συνεχίζονται κανονικώς και ότι εντός των προσεχών ημερών θα ληφθούν αι αναγκαίαι αποφάσεις υπό των αρμοδίων αρχών. [635,732,812,817]
article-body-filler: Ο κ. Ντάλλες ετόνισεν ότι αί δυτικαί δυνάμεις οφείλουν να ενισχύσουν την άμυνάν των, ώστε να καταστή δυνατή ή αποτροπή νέου πολέμου και ή διατήρησις τής ειρήνης. [1197,288,1594,324]
article-column [635,634,812,1001]
masthead [40,40,1596,124]
phone-numbers: ΤΗΛΕΦΩΝΑ: ΓΡΑΦΕΙΩΝ: 33.310 26.324.— ΤΥΠΟΓΡΑΦΕΙΑ: ΑΝΑΞΑΓΟΡΑ 5.— ΤΗΛΕΦ. 29.938 [998,80,1596,94]
dateline: ΣΑΒΒΑΤΟΝ, 30 ΔΕΚΕΜΒΡΙΟΥ ΓΡΑΦΕΙΑ: ΟΔΟΣ ΚΑΡΑΓΕΩΡΓΗ ΣΕΡΒΙΑΣ ΑΡΙΘΜΟΣ 4. [40,80,544,94]
article-body-filler: ΝΕΑ ΥΟΡΚΗ, 29. ('Ιδ. υπηρ.).— Ο κ. Τζών Φόστερ Ντάλλες είς λόγον του έκφωνηθέντα ενώπιον του Αμερικανικού Συνδέσμου διά τα Ηνωμένα Έθνη δήλωσεν ότι ή σύναψις δικαίας ειρήνης με την Ρωσίαν είναι ακόμη δυνατή. [1197,324,1594,361]
article-column [1015,1015,1185,2059]
article-body-filler: Ο κ. Ντάλλες ετόνισεν ότι αί δυτικαί δυνάμεις οφείλουν να ενισχύσουν την άμυνάν των, ώστε να καταστή δυνατή ή αποτροπή νέου πολέμου και ή διατήρησις τής ειρήνης. [1197,1060,1594,1097]
article-column [635,282,812,564]
article-body-filler: ΛΟΝΔΙΝΟΝ, 29. ('Ιδ. υπηρ.).— Ή γιουγκοσλαβική Κυβέρνησις εκδηλώνει προοδευτικώς την πρόθεσίν της να προσεγγίση τας δυτικάς δυνάμεις. Ο στρατάρχης Τίτο διεκήρυξε ότι ή Γιουγκοσλαβία θα αντισταθή είς οιανδήποτε επίθεσιν. [635,634,812,731]
column-left [40,132,437,2296]
article-body-filler: Εδημοσιεύθη χθές είς άπογευματινήν έφημερίδα τηλεγράφημα έκ Παρισίων μεταδίδον την πληροφορίαν ότι συνεχίζονται έκεί ά βολιδοσκοπήσεις διά την συμμετοχήν τής Ελλάδος και τής Τουρκίας είς τό Σύμφωνον. [40,826,437,862]
article-body-filler: Επίσημος ανακοίνωσις τού Υπουργείου αναφέρει ότι αι σχετικαί εργασίαι συνεχίζονται κανονικώς και ότι εντός των προσεχών ημερών θα ληφθούν αι αναγκαίαι αποφάσεις υπό των αρμοδίων αρχών. [449,732,625,817]
article-body-filler: Επίσημος ανακοίνωσις τού Υπουργείου αναφέρει ότι αι σχετικαί εργασίαι συνεχίζονται κανονικώς και ότι εντός των προσεχών ημερών θα ληφθούν αι αναγκαίαι αποφάσεις υπό των αρμοδίων αρχών. [628,1198,1005,1235]
article-body: ΛΟΝΔΙΝΟΝ, 29. ('Ιδ. υπηρ.).— Ή γιουγκοσλαβική Κυβέρνησις εκδηλώνει προοδευτικώς την πρόθεσίν της να προσεγγίση τας δυτικάς δυνάμεις. Ο στρατάρχης Τίτο διεκήρυξε ότι ή Γιουγκοσλαβία θα αντισταθή είς οιανδήποτε επίθεσιν. [449,634,625,731]
article-body-filler: Επίσημος ανακοίνωσις τού Υπουργείου αναφέρει ότι αι σχετικαί εργασίαι συνεχίζονται κανονικώς και ότι εντός των προσεχών ημερών θα ληφθούν αι αναγκαίαι αποφάσεις υπό των αρμοδίων αρχών. [449,1408,618,1493]
section-weather: Ο ΚΑΙΡΟΣ [501,1953,567,1968]
headline-tito: Ο ΤΙΤΟ ΕΥΘΥΓΡΑΜΜΙΖΕΙ ΟΛΟΝΕΝ ΚΑΙ ΠΕΡΙΣΣΟΤΕΡΟΝ ΤΗΝ ΠΟΛΙΤΙΚΗΝ ΤΟΥ ΜΕ ΤΑΣ ΔΥΤΙΚΑΣ ΔΥΝΑΜΕΙΣ [481,575,1153,628]
article-body-filler: Η εκτελεστική επιτροπή της ΑΔΕΔΥ συνεκρότησε σύσκεψιν διά την εξέτασιν των αιτημάτων των δημοσίων υπαλλήλων και απεφάσισε νέα διαβήματα προς την Κυβέρνησιν. [40,1376,437,1413]
article-body-filler: Εδημοσιεύθη χθές είς άπογευματινήν έφημερίδα τηλεγράφημα έκ Παρισίων μεταδίδον την πληροφορίαν ότι συνεχίζονται έκεί ά βολιδοσκοπήσεις διά την συμμετοχήν τής Ελλάδος και τής Τουρκίας είς τό Σύμφωνον. [40,715,437,752]
article-body-filler: Ο κ. Ντάλλες ετόνισεν ότι αί δυτικαί δυνάμεις οφείλουν να ενισχύσουν την άμυνάν των, ώστε να καταστή δυνατή ή αποτροπή νέου πολέμου και ή διατήρησις τής ειρήνης. [1197,390,1594,427]
divider [449,570,1185,572]
article-body-filler: ΛΟΝΔΙΝΟΝ, 29. ('Ιδ. υπηρ.).— Ή γιουγκοσλαβική Κυβέρνησις εκδηλώνει προοδευτικώς την πρόθεσίν της να προσεγγίση τας δυτικάς δυνάμεις. Ο στρατάρχης Τίτο διεκήρυξε ότι ή Γιουγκοσλαβία θα αντισταθή είς οιανδήποτε επίθεσιν. [635,818,812,915]
section-labor-minister: Ο ΥΠΟΥΡΓΟΣ ΕΡΓΑΣΙΑΣ ΠΡΟΣ ΤΟΥΣ ΤΡΑΠΕΖΙΚΟΥΣ [456,1586,611,1629]
article-body-filler: Ο κ. Ντάλλες ετόνισεν ότι αί δυτικαί δυνάμεις οφείλουν να ενισχύσουν την άμυνάν των, ώστε να καταστή δυνατή ή αποτροπή νέου πολέμου και ή διατήρησις τής ειρήνης. [1197,566,1594,602]
article-column [822,282,998,564]
article-body-filler: Επίσημος ανακοίνωσις τού Υπουργείου αναφέρει ότι αι σχετικαί εργασίαι συνεχίζονται κανονικώς και ότι εντός των προσεχών ημερών θα ληφθούν αι αναγκαίαι αποφάσεις υπό των αρμοδίων αρχών. [628,1465,1005,1501]
article-body: Είς τά γραφεία της Αμερικανικής Αποστολής συνεκλήθη χθές σύσκεψις είς την οποίαν μετέσχον οι αρμόδιοι διά την εξέτασιν του ζητήματος των συλλογικών συμβάσεων. [40,1127,437,1164]
article-body-filler: ΝΕΑ ΥΟΡΚΗ, 29. ('Ιδ. υπηρ.).— Ο κ. Τζών Φόστερ Ντάλλες είς λόγον του έκφωνηθέντα ενώπιον του Αμερικανικού Συνδέσμου διά τα Ηνωμένα Έθνη δήλωσεν ότι ή σύναψις δικαίας ειρήνης με την Ρωσίαν είναι ακόμη δυνατή. [1197,826,1594,862]
article-body: Η εκτελεστική επιτροπή της ΑΔΕΔΥ συνεκρότησε σύσκεψιν διά την εξέτασιν των αιτημάτων των δημοσίων υπαλλήλων και απεφάσισε νέα διαβήματα προς την Κυβέρνησιν. [40,1314,437,1349]
section-lightning-filopappou: ΚΕΡΑΥΝΟΣ ΕΠΛΗΞΕ ΤΟ ΜΝΗΜΕΙΟΝ ΤΟΥ ΦΙΛΟΠΑΠΠΟΥ [636,1445,998,1460]
article-body: Εξ αφορμής των δημοσιεύσεων περί τής υποθέσεως Τσόχου, ή Γενική Διοίκησις Βορείου Ελλάδος έξέδωκεν άνακοινωθέν δι' ου διαψεύδει ότι υπάρχει διοικητικός έπιθεωρητής ονόματι Τικόπουλος. [40,605,437,642]
masthead-rule [40,118,1596,121]
article-body: ΝΕΑ ΥΟΡΚΗ, 29. ('Ιδ. υπηρ.).— Ο κ. Τζών Φόστερ Ντάλλες είς λόγον του έκφωνηθέντα ενώπιον του Αμερικανικού Συνδέσμου διά τα Ηνωμένα Έθνη δήλωσεν ότι ή σύναψις δικαίας ειρήνης με την Ρωσίαν είναι ακόμη δυνατή. [1197,251,1594,287]
